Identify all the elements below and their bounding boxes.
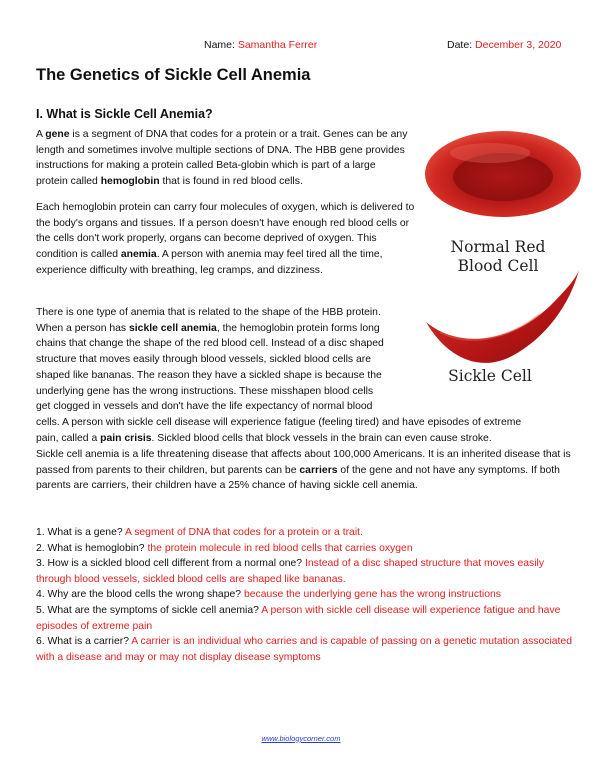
sickle-cell-caption: Sickle Cell bbox=[448, 367, 532, 385]
answer-text: A carrier is an individual who carries and is capable of passing on a genetic mutation associated with a disease and may or may not display disease symptoms bbox=[36, 636, 572, 663]
normal-cell-caption: Normal Red Blood Cell bbox=[450, 238, 546, 275]
name-label: Name: bbox=[204, 39, 238, 51]
question-text: 4. Why are the blood cells the wrong shape? bbox=[36, 589, 244, 601]
question-item bbox=[36, 556, 576, 587]
question-text: 3. How is a sickled blood cell different from a normal one? bbox=[36, 558, 305, 570]
student-name: Samantha Ferrer bbox=[237, 39, 318, 51]
question-text: 1. What is a gene? bbox=[36, 527, 125, 538]
date-line bbox=[447, 39, 561, 51]
date-label: Date: bbox=[447, 39, 476, 51]
question-text: 2. What is hemoglobin? bbox=[36, 542, 148, 554]
paragraph-sickle-cell: There is one type of anemia that is related to the shape of the HBB protein. When a person has sickle cell anemia, the hemoglobin protein forms long chains that change the shape of the red blood cell. Instead of a disc shaped structure that moves easily through blood vessels, sickled blood cells are shaped like bananas. The reason they have a sickled shape is because the underlying gene has the wrong instructions. These misshapen blood cells get clogged in vessels and don't have the life expectancy of normal blood cells. A person with sickle cell disease will experience fatigue (feeling tired) and have episodes of extreme pain, called a pain crisis. Sickled blood cells that block vessels in the brain can even cause stroke. bbox=[36, 307, 522, 444]
paragraph-anemia: Each hemoglobin protein can carry four molecules of oxygen, which is delivered to the body's organs and tissues. If a person doesn't have enough red blood cells or the cells don't work properly, organs can become deprived of oxygen. This condition is called anemia. A person with anemia may feel tired all the time, experience difficulty with breathing, leg cramps, and dizziness. bbox=[36, 202, 415, 276]
answer-text: because the underlying gene has the wrong instructions bbox=[243, 589, 501, 601]
term-carriers: carriers bbox=[299, 464, 338, 476]
term-hemoglobin: hemoglobin bbox=[100, 176, 160, 188]
question-item bbox=[36, 587, 576, 603]
footer-link[interactable]: www.biologycorner.com bbox=[261, 734, 341, 743]
question-item bbox=[36, 603, 576, 634]
normal-red-blood-cell-image bbox=[425, 131, 581, 217]
question-item bbox=[36, 541, 576, 557]
question-text: 5. What are the symptoms of sickle cell anemia? bbox=[36, 604, 262, 616]
term-pain-crisis: pain crisis bbox=[100, 432, 152, 444]
name-line bbox=[204, 39, 317, 51]
sickle-cell-image bbox=[426, 270, 579, 363]
term-gene: gene bbox=[45, 129, 70, 140]
answer-text: A person with sickle cell disease will experience fatigue and have episodes of extreme pain bbox=[36, 604, 561, 632]
question-text: 6. What is a carrier? bbox=[36, 636, 132, 648]
date-value: December 3, 2020 bbox=[475, 39, 562, 51]
paragraph-inheritance: Sickle cell anemia is a life threatening disease that affects about 100,000 Americans. It is an inherited disease that is passed from parents to their children, but parents can be carriers of the gene and not have any symptoms. If both parents are carriers, their children have a 25% chance of having sickle cell anemia. bbox=[36, 449, 571, 492]
answer-text: the protein molecule in red blood cells that carries oxygen bbox=[147, 542, 413, 554]
term-anemia: anemia bbox=[120, 249, 157, 261]
question-item bbox=[36, 525, 576, 541]
page-title: The Genetics of Sickle Cell Anemia bbox=[36, 66, 311, 84]
answer-text: Instead of a disc shaped structure that moves easily through blood vessels, sickled blood cells are shaped like bananas. bbox=[36, 558, 545, 585]
paragraph-gene: A gene is a segment of DNA that codes for a protein or a trait. Genes can be any length and sometimes involve multiple sections of DNA. The HBB gene provides instructions for making a protein called Beta-globin which is part of a large protein called hemoglobin that is found in red blood cells. bbox=[36, 129, 408, 188]
term-sickle-cell-anemia: sickle cell anemia bbox=[129, 322, 217, 334]
section-heading: I. What is Sickle Cell Anemia? bbox=[36, 107, 213, 121]
answer-text: A segment of DNA that codes for a protein or a trait. bbox=[124, 527, 363, 538]
question-list bbox=[36, 525, 576, 665]
question-item bbox=[36, 634, 576, 665]
